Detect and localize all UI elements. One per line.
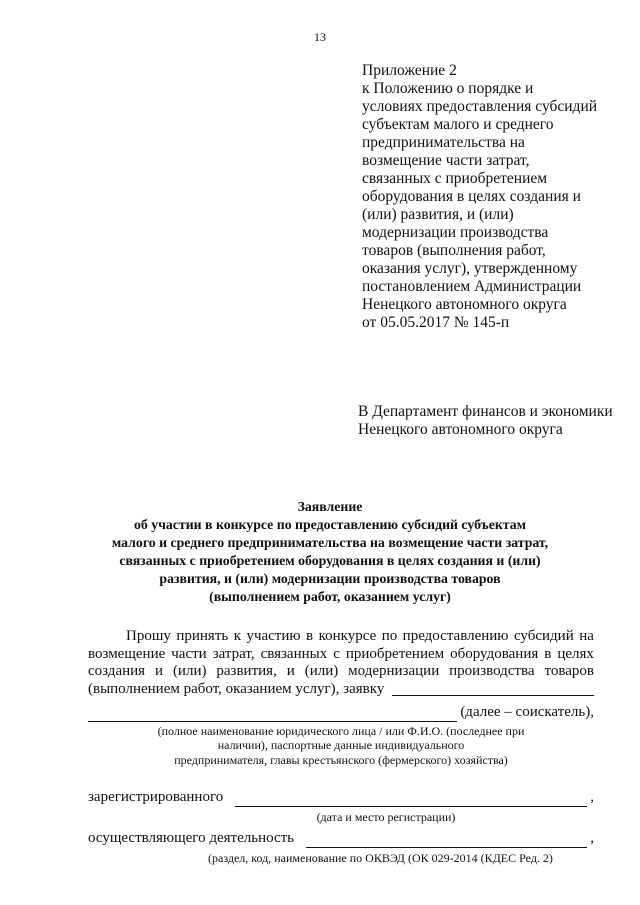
body-word: по <box>381 628 398 644</box>
appendix-line: предпринимательства на <box>362 134 525 151</box>
body-word: к <box>233 628 241 644</box>
hint-line: (полное наименование юридического лица / или Ф.И.О. (последнее при <box>157 723 525 738</box>
activity-end: , <box>590 830 594 846</box>
body-word: части <box>171 645 207 662</box>
registered-end: , <box>590 789 594 805</box>
body-word: в <box>306 628 314 644</box>
page-number: 13 <box>314 30 326 44</box>
body-word: Прошу <box>126 628 171 644</box>
registered-label: зарегистрированного <box>88 789 224 805</box>
appendix-line: Приложение 2 <box>362 62 457 79</box>
application-fill-field[interactable] <box>392 681 594 696</box>
body-word: принять <box>176 628 229 644</box>
body-word: товаров <box>544 663 594 679</box>
body-word: возмещение <box>88 645 166 662</box>
appendix-line: постановлением Администрации <box>362 278 582 295</box>
title-line: связанных с приобретением оборудования в целях создания и (или) <box>119 553 541 568</box>
body-word: с <box>333 645 340 662</box>
hint-line: предпринимателя, главы крестьянского (фермерского) хозяйства) <box>174 752 508 767</box>
title-line: развития, и (или) модернизации производства товаров <box>159 571 501 586</box>
body-word: конкурсе <box>318 628 377 644</box>
appendix-line: к Положению о порядке и <box>362 80 534 97</box>
appendix-line: субъектам малого и среднего <box>362 116 554 133</box>
appendix-line: возмещение части затрат, <box>362 152 530 169</box>
body-word: приобретением <box>345 645 445 662</box>
applicant-field-hint <box>88 724 594 768</box>
appendix-line: товаров (выполнения работ, <box>362 242 546 259</box>
body-word: затрат, <box>212 645 255 662</box>
body-word: (или) <box>172 663 207 679</box>
hint-line: наличии), паспортные данные индивидуального <box>217 738 465 752</box>
body-word: связанных <box>260 645 328 662</box>
appendix-reference <box>362 62 612 332</box>
title-line: малого и среднего предпринимательства на возмещение части затрат, <box>111 535 549 550</box>
body-word: предоставлению <box>402 628 509 644</box>
body-word: и <box>286 663 295 679</box>
body-line-text: (выполнением работ, оказанием услуг), заявку <box>88 680 385 697</box>
activity-field[interactable] <box>306 833 587 848</box>
body-line <box>88 681 594 699</box>
addressee-line: В Департамент финансов и экономики <box>358 403 613 420</box>
title-line: (выполнением работ, оказанием услуг) <box>209 589 451 604</box>
body-word: субсидий <box>513 628 574 644</box>
body-word: участию <box>246 628 301 644</box>
body-line <box>88 628 594 646</box>
activity-field-hint: (раздел, код, наименование по ОКВЭД (ОК 029-2014 (КДЕС Ред. 2) <box>208 850 553 865</box>
appendix-line: от 05.05.2017 № 145-п <box>362 314 510 331</box>
body-word: в <box>544 645 552 662</box>
applicant-row <box>88 704 594 722</box>
document-title <box>70 498 590 606</box>
addressee-line: Ненецкого автономного округа <box>358 421 563 438</box>
body-line <box>88 646 594 664</box>
appendix-line: оборудования в целях создания и <box>362 188 581 205</box>
body-word: развития, <box>216 663 277 679</box>
applicant-name-field[interactable] <box>88 707 457 722</box>
body-word: производства <box>449 663 535 679</box>
body-word: на <box>579 628 594 644</box>
body-word: (или) <box>304 663 339 679</box>
appendix-line: оказания услуг), утвержденному <box>362 260 578 277</box>
body-line <box>88 663 594 681</box>
appendix-line: связанных с приобретением <box>362 170 548 187</box>
applicant-suffix: (далее – соискатель), <box>460 704 594 720</box>
addressee <box>358 403 628 439</box>
application-body <box>88 628 594 865</box>
appendix-line: Ненецкого автономного округа <box>362 296 567 313</box>
title-line: Заявление <box>297 499 363 514</box>
appendix-line: условиях предоставления субсидий <box>362 98 598 115</box>
body-word: целях <box>557 645 594 662</box>
activity-row <box>88 830 594 848</box>
body-word: и <box>154 663 164 679</box>
title-line: об участии в конкурсе по предоставлению субсидий субъектам <box>133 517 527 532</box>
body-word: оборудования <box>450 645 539 662</box>
activity-label: осуществляющего деятельность <box>88 830 295 846</box>
registration-field-hint: (дата и место регистрации) <box>316 809 456 824</box>
body-word: создания <box>88 663 146 679</box>
appendix-line: модернизации производства <box>362 224 549 241</box>
appendix-line: (или) развития, и (или) <box>362 206 514 223</box>
body-word: модернизации <box>348 663 440 679</box>
registered-row <box>88 789 594 807</box>
registration-field[interactable] <box>235 792 587 807</box>
